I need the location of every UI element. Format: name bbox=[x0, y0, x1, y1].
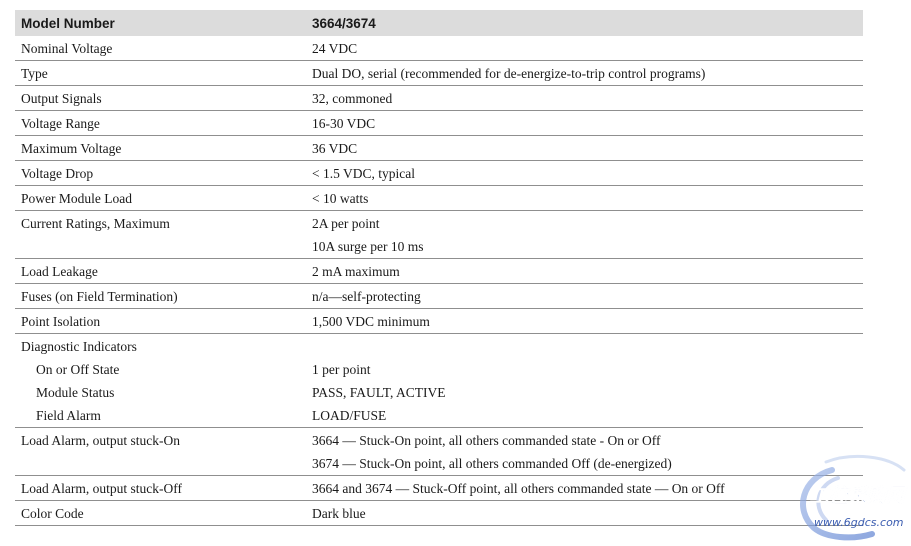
row-label: Fuses (on Field Termination) bbox=[21, 289, 178, 304]
row-value-cell bbox=[312, 501, 863, 526]
header-value: 3664/3674 bbox=[312, 10, 863, 36]
diagnostic-item-label-cell bbox=[15, 358, 312, 381]
row-value-cell bbox=[312, 86, 863, 111]
diagnostic-item-label-cell bbox=[15, 404, 312, 428]
table-row bbox=[15, 284, 863, 309]
table-row bbox=[15, 501, 863, 526]
header-label: Model Number bbox=[15, 10, 312, 36]
row-label-cell bbox=[15, 136, 312, 161]
table-row bbox=[15, 36, 863, 61]
diagnostic-item-row bbox=[15, 381, 863, 404]
row-value: 3674 — Stuck-On point, all others commanded Off (de-energized) bbox=[312, 456, 672, 471]
row-value: 2A per point bbox=[312, 216, 380, 231]
diagnostic-heading-cell bbox=[15, 334, 312, 359]
diagnostic-item-value: PASS, FAULT, ACTIVE bbox=[312, 385, 446, 400]
row-value: 1,500 VDC minimum bbox=[312, 314, 430, 329]
row-label-cell bbox=[15, 86, 312, 111]
row-value: 36 VDC bbox=[312, 141, 358, 156]
header-row bbox=[15, 10, 863, 36]
diagnostic-item-label: On or Off State bbox=[36, 362, 120, 377]
diagnostic-item-row bbox=[15, 358, 863, 381]
table-row bbox=[15, 86, 863, 111]
table-row bbox=[15, 186, 863, 211]
diagnostic-item-value: LOAD/FUSE bbox=[312, 408, 387, 423]
watermark-name: 工控采购网 bbox=[810, 485, 906, 507]
row-value-cell bbox=[312, 428, 863, 476]
row-label: Nominal Voltage bbox=[21, 41, 113, 56]
row-label: Point Isolation bbox=[21, 314, 101, 329]
row-label-cell bbox=[15, 476, 312, 501]
row-value: 10A surge per 10 ms bbox=[312, 239, 424, 254]
row-value-cell bbox=[312, 161, 863, 186]
row-label-cell bbox=[15, 211, 312, 259]
diagnostic-heading-row bbox=[15, 334, 863, 359]
row-label-cell bbox=[15, 428, 312, 476]
row-label: Load Alarm, output stuck-On bbox=[21, 433, 180, 448]
spec-table bbox=[15, 10, 863, 526]
row-label: Maximum Voltage bbox=[21, 141, 122, 156]
row-value-cell bbox=[312, 111, 863, 136]
watermark-url: www.6gdcs.com bbox=[814, 516, 904, 529]
row-label-cell bbox=[15, 36, 312, 61]
spec-body bbox=[15, 36, 863, 526]
table-row bbox=[15, 309, 863, 334]
row-label: Load Alarm, output stuck-Off bbox=[21, 481, 182, 496]
row-value-cell bbox=[312, 136, 863, 161]
table-row bbox=[15, 136, 863, 161]
row-value: 3664 and 3674 — Stuck-Off point, all others commanded state — On or Off bbox=[312, 481, 725, 496]
row-value-cell bbox=[312, 186, 863, 211]
diagnostic-item-row bbox=[15, 404, 863, 428]
table-row bbox=[15, 161, 863, 186]
row-label: Type bbox=[21, 66, 48, 81]
row-value-cell bbox=[312, 211, 863, 259]
row-label-cell bbox=[15, 309, 312, 334]
row-label-cell bbox=[15, 161, 312, 186]
row-value: < 1.5 VDC, typical bbox=[312, 166, 415, 181]
row-value-cell bbox=[312, 36, 863, 61]
row-value-cell bbox=[312, 61, 863, 86]
row-value: Dual DO, serial (recommended for de-energize-to-trip control programs) bbox=[312, 66, 706, 81]
row-value: < 10 watts bbox=[312, 191, 369, 206]
row-label-cell bbox=[15, 111, 312, 136]
row-value: 24 VDC bbox=[312, 41, 358, 56]
watermark-logo bbox=[792, 450, 910, 542]
table-row bbox=[15, 476, 863, 501]
row-label-cell bbox=[15, 259, 312, 284]
row-label: Load Leakage bbox=[21, 264, 98, 279]
table-row bbox=[15, 111, 863, 136]
diagnostic-heading: Diagnostic Indicators bbox=[21, 339, 137, 354]
row-value-cell bbox=[312, 309, 863, 334]
table-row bbox=[15, 428, 863, 476]
row-value: Dark blue bbox=[312, 506, 366, 521]
table-row bbox=[15, 61, 863, 86]
row-value-cell bbox=[312, 476, 863, 501]
row-value-cell bbox=[312, 284, 863, 309]
row-label-cell bbox=[15, 501, 312, 526]
diagnostic-item-value-cell bbox=[312, 404, 863, 428]
row-label-cell bbox=[15, 61, 312, 86]
diagnostic-item-value-cell bbox=[312, 358, 863, 381]
row-value: 2 mA maximum bbox=[312, 264, 400, 279]
row-value: n/a—self-protecting bbox=[312, 289, 421, 304]
row-label: Power Module Load bbox=[21, 191, 132, 206]
diagnostic-item-value: 1 per point bbox=[312, 362, 371, 377]
row-label-cell bbox=[15, 284, 312, 309]
row-label: Voltage Drop bbox=[21, 166, 94, 181]
table-row bbox=[15, 259, 863, 284]
diagnostic-heading-value-cell bbox=[312, 334, 863, 359]
row-value: 32, commoned bbox=[312, 91, 393, 106]
table-row bbox=[15, 211, 863, 259]
row-value: 16-30 VDC bbox=[312, 116, 376, 131]
row-label-cell bbox=[15, 186, 312, 211]
row-label: Color Code bbox=[21, 506, 84, 521]
row-label: Current Ratings, Maximum bbox=[21, 216, 170, 231]
row-label: Voltage Range bbox=[21, 116, 100, 131]
diagnostic-item-value-cell bbox=[312, 381, 863, 404]
diagnostic-item-label: Module Status bbox=[36, 385, 115, 400]
diagnostic-item-label: Field Alarm bbox=[36, 408, 101, 423]
row-value-cell bbox=[312, 259, 863, 284]
diagnostic-item-label-cell bbox=[15, 381, 312, 404]
row-value: 3664 — Stuck-On point, all others commanded state - On or Off bbox=[312, 433, 661, 448]
row-label: Output Signals bbox=[21, 91, 102, 106]
